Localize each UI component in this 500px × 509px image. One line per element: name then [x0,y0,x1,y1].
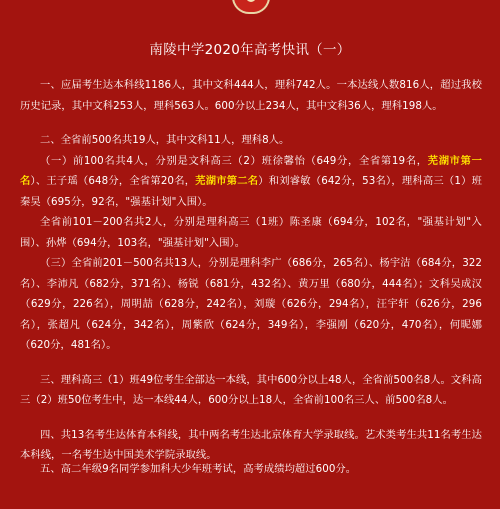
article-body [20,75,482,466]
paragraph-4: 四、共13名考生达体育本科线，其中两名考生达北京体育大学录取线。艺术类考生共11名考生达本科线，一名考生达中国美术学院录取线。 [20,428,482,461]
paragraph-2-sub-3: （三）全省前201－500名共13人，分别是理科李广（686分，265名）、杨宇洁（684分，322名）、李沛凡（682分，371名）、杨锐（681分，432名）、黄万里（680分，444名）；文科吴成汉（629分，226名），周明喆（628分，242名），刘璇（626分，294名），汪宇轩（626分，296名），张超凡（624分，342名），周紫欣（624分，349名），李强刚（620分，470名），何昵娜（620分，481名）。 [20,257,482,351]
paragraph-5-wrapper [20,459,482,480]
school-emblem-icon [232,0,270,14]
paragraph-3: 三、理科高三（1）班49位考生全部达一本线，其中600分以上48人，全省前500名8人。文科高三（2）班50位考生中，达一本线44人，600分以上18人，全省前100名三人、前500名8人。 [20,373,482,406]
highlight-second-place: 芜湖市第二名 [195,175,259,187]
paragraph-1: 一、应届考生达本科线1186人，其中文科444人，理科742人。一本达线人数816人，超过我校历史记录，其中文科253人，理科563人。600分以上234人，其中文科36人，理科198人。 [20,79,482,112]
text-run: ）、王子瑶（648分，全省第20名， [30,175,196,187]
paragraph-2-sub-2: 全省前101－200名共2人，分别是理科高三（1班）陈圣康（694分，102名，"强基计划"入围）、孙烨（694分，103名，"强基计划"入围）。 [20,216,482,249]
text-run: （一）前100名共4人，分别是文科高三（2）班徐馨怡（649分，全省第19名， [40,154,428,167]
highlight-first-place: 芜湖市第一名 [20,154,482,187]
paragraph-5: 五、高二年级9名同学参加科大少年班考试，高考成绩均超过600分。 [40,463,357,475]
paragraph-2-heading: 二、全省前500名共19人，其中文科11人，理科8人。 [40,134,290,146]
text-run: ）和刘睿敏（642分，53名），理科高三（1）班秦昊（695分，92名，"强基计划"入围）。 [20,175,482,208]
page-title: 南陵中学2020年高考快讯（一） [149,42,351,58]
paragraph-2-sub-1 [20,151,482,213]
